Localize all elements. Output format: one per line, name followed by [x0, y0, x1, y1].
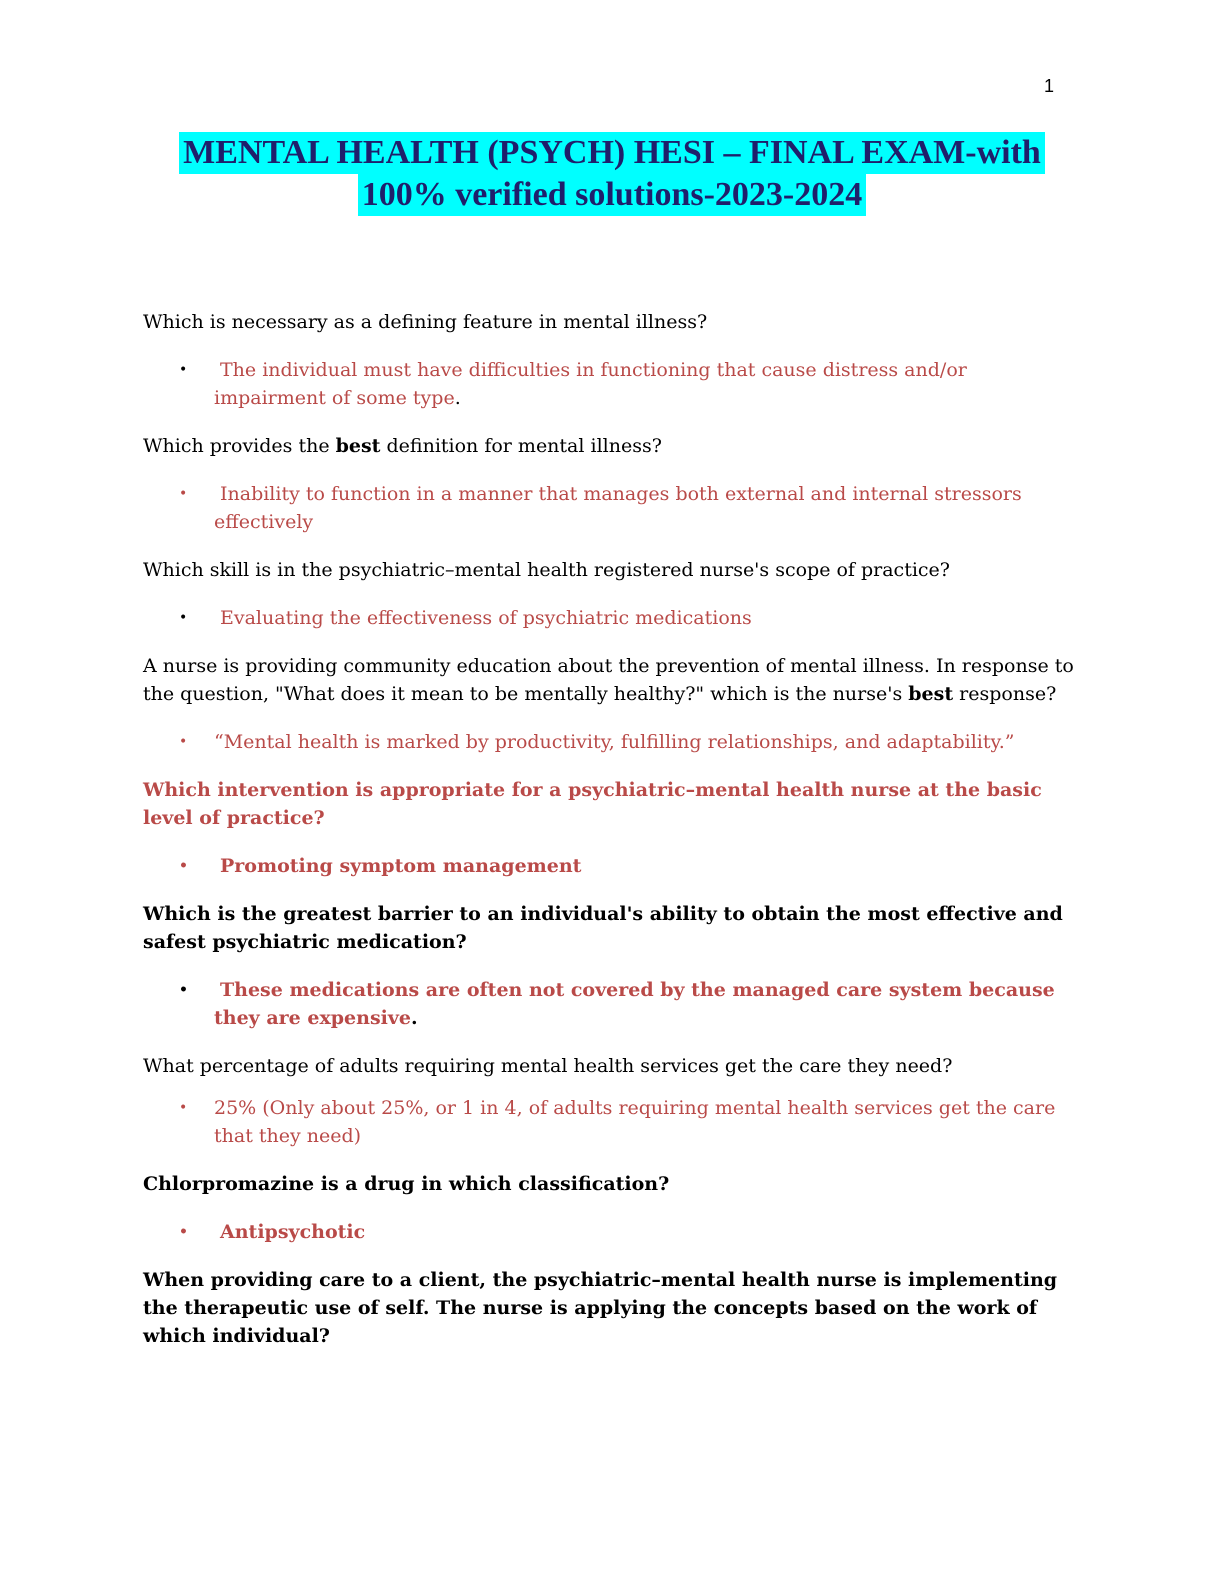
answer-text: Antipsychotic [220, 1221, 366, 1243]
bullet-icon: • [179, 858, 188, 874]
answer [143, 480, 1083, 536]
bullet-icon: • [179, 610, 188, 626]
page-number: 1 [1044, 76, 1055, 96]
answer-period: . [411, 1007, 418, 1029]
answer-text: 25% (Only about 25%, or 1 in 4, of adults requiring mental health services get the care that they need) [214, 1097, 1056, 1147]
question: What percentage of adults requiring mental health services get the care they need? [143, 1055, 953, 1077]
question: Chlorpromazine is a drug in which classification? [143, 1173, 670, 1195]
answer [143, 1094, 1083, 1150]
question: When providing care to a client, the psychiatric–mental health nurse is implementing the therapeutic use of self. The nurse is applying the concepts based on the work of which individual? [143, 1269, 1058, 1347]
question-text: response? [953, 683, 1057, 705]
answer [143, 356, 1083, 412]
question: Which is necessary as a defining feature in mental illness? [143, 311, 708, 333]
bullet-icon: • [179, 486, 188, 502]
answer [143, 1218, 1083, 1246]
qa-list [143, 308, 1083, 1370]
question: Which is the greatest barrier to an individual's ability to obtain the most effective and safest psychiatric medication? [143, 903, 1063, 953]
title-line-2: 100% verified solutions-2023-2024 [358, 174, 867, 216]
question-text: definition for mental illness? [380, 435, 662, 457]
answer [143, 852, 1083, 880]
question-emphasis: best [908, 683, 954, 705]
answer [143, 604, 1083, 632]
answer-text: Evaluating the effectiveness of psychiatric medications [220, 607, 752, 629]
answer [143, 728, 1083, 756]
question [143, 652, 1083, 708]
title-line-1: MENTAL HEALTH (PSYCH) HESI – FINAL EXAM-with [179, 132, 1045, 174]
answer [143, 976, 1083, 1032]
document-title [0, 132, 1224, 216]
bullet-icon: • [179, 982, 188, 998]
answer-text: Promoting symptom management [220, 855, 582, 877]
answer-text: Inability to function in a manner that manages both external and internal stressors effectively [214, 483, 1022, 533]
bullet-icon: • [179, 734, 188, 750]
question-emphasis: best [335, 435, 381, 457]
answer-text: These medications are often not covered by the managed care system because they are expensive [214, 979, 1055, 1029]
question-text: Which provides the [143, 435, 336, 457]
question: Which skill is in the psychiatric–mental health registered nurse's scope of practice? [143, 559, 950, 581]
question [143, 432, 1083, 460]
question-text: A nurse is providing community education about the prevention of mental illness. In response to the question, "What does it mean to be mentally healthy?" which is the nurse's [143, 655, 1074, 705]
question: Which intervention is appropriate for a psychiatric–mental health nurse at the basic level of practice? [143, 779, 1042, 829]
bullet-icon: • [179, 1100, 188, 1116]
answer-text: “Mental health is marked by productivity, fulfilling relationships, and adaptability.” [214, 731, 1015, 753]
answer-period: . [454, 387, 461, 409]
bullet-icon: • [179, 1224, 188, 1240]
answer-text: The individual must have difficulties in functioning that cause distress and/or impairment of some type [214, 359, 967, 409]
bullet-icon: • [179, 362, 188, 378]
